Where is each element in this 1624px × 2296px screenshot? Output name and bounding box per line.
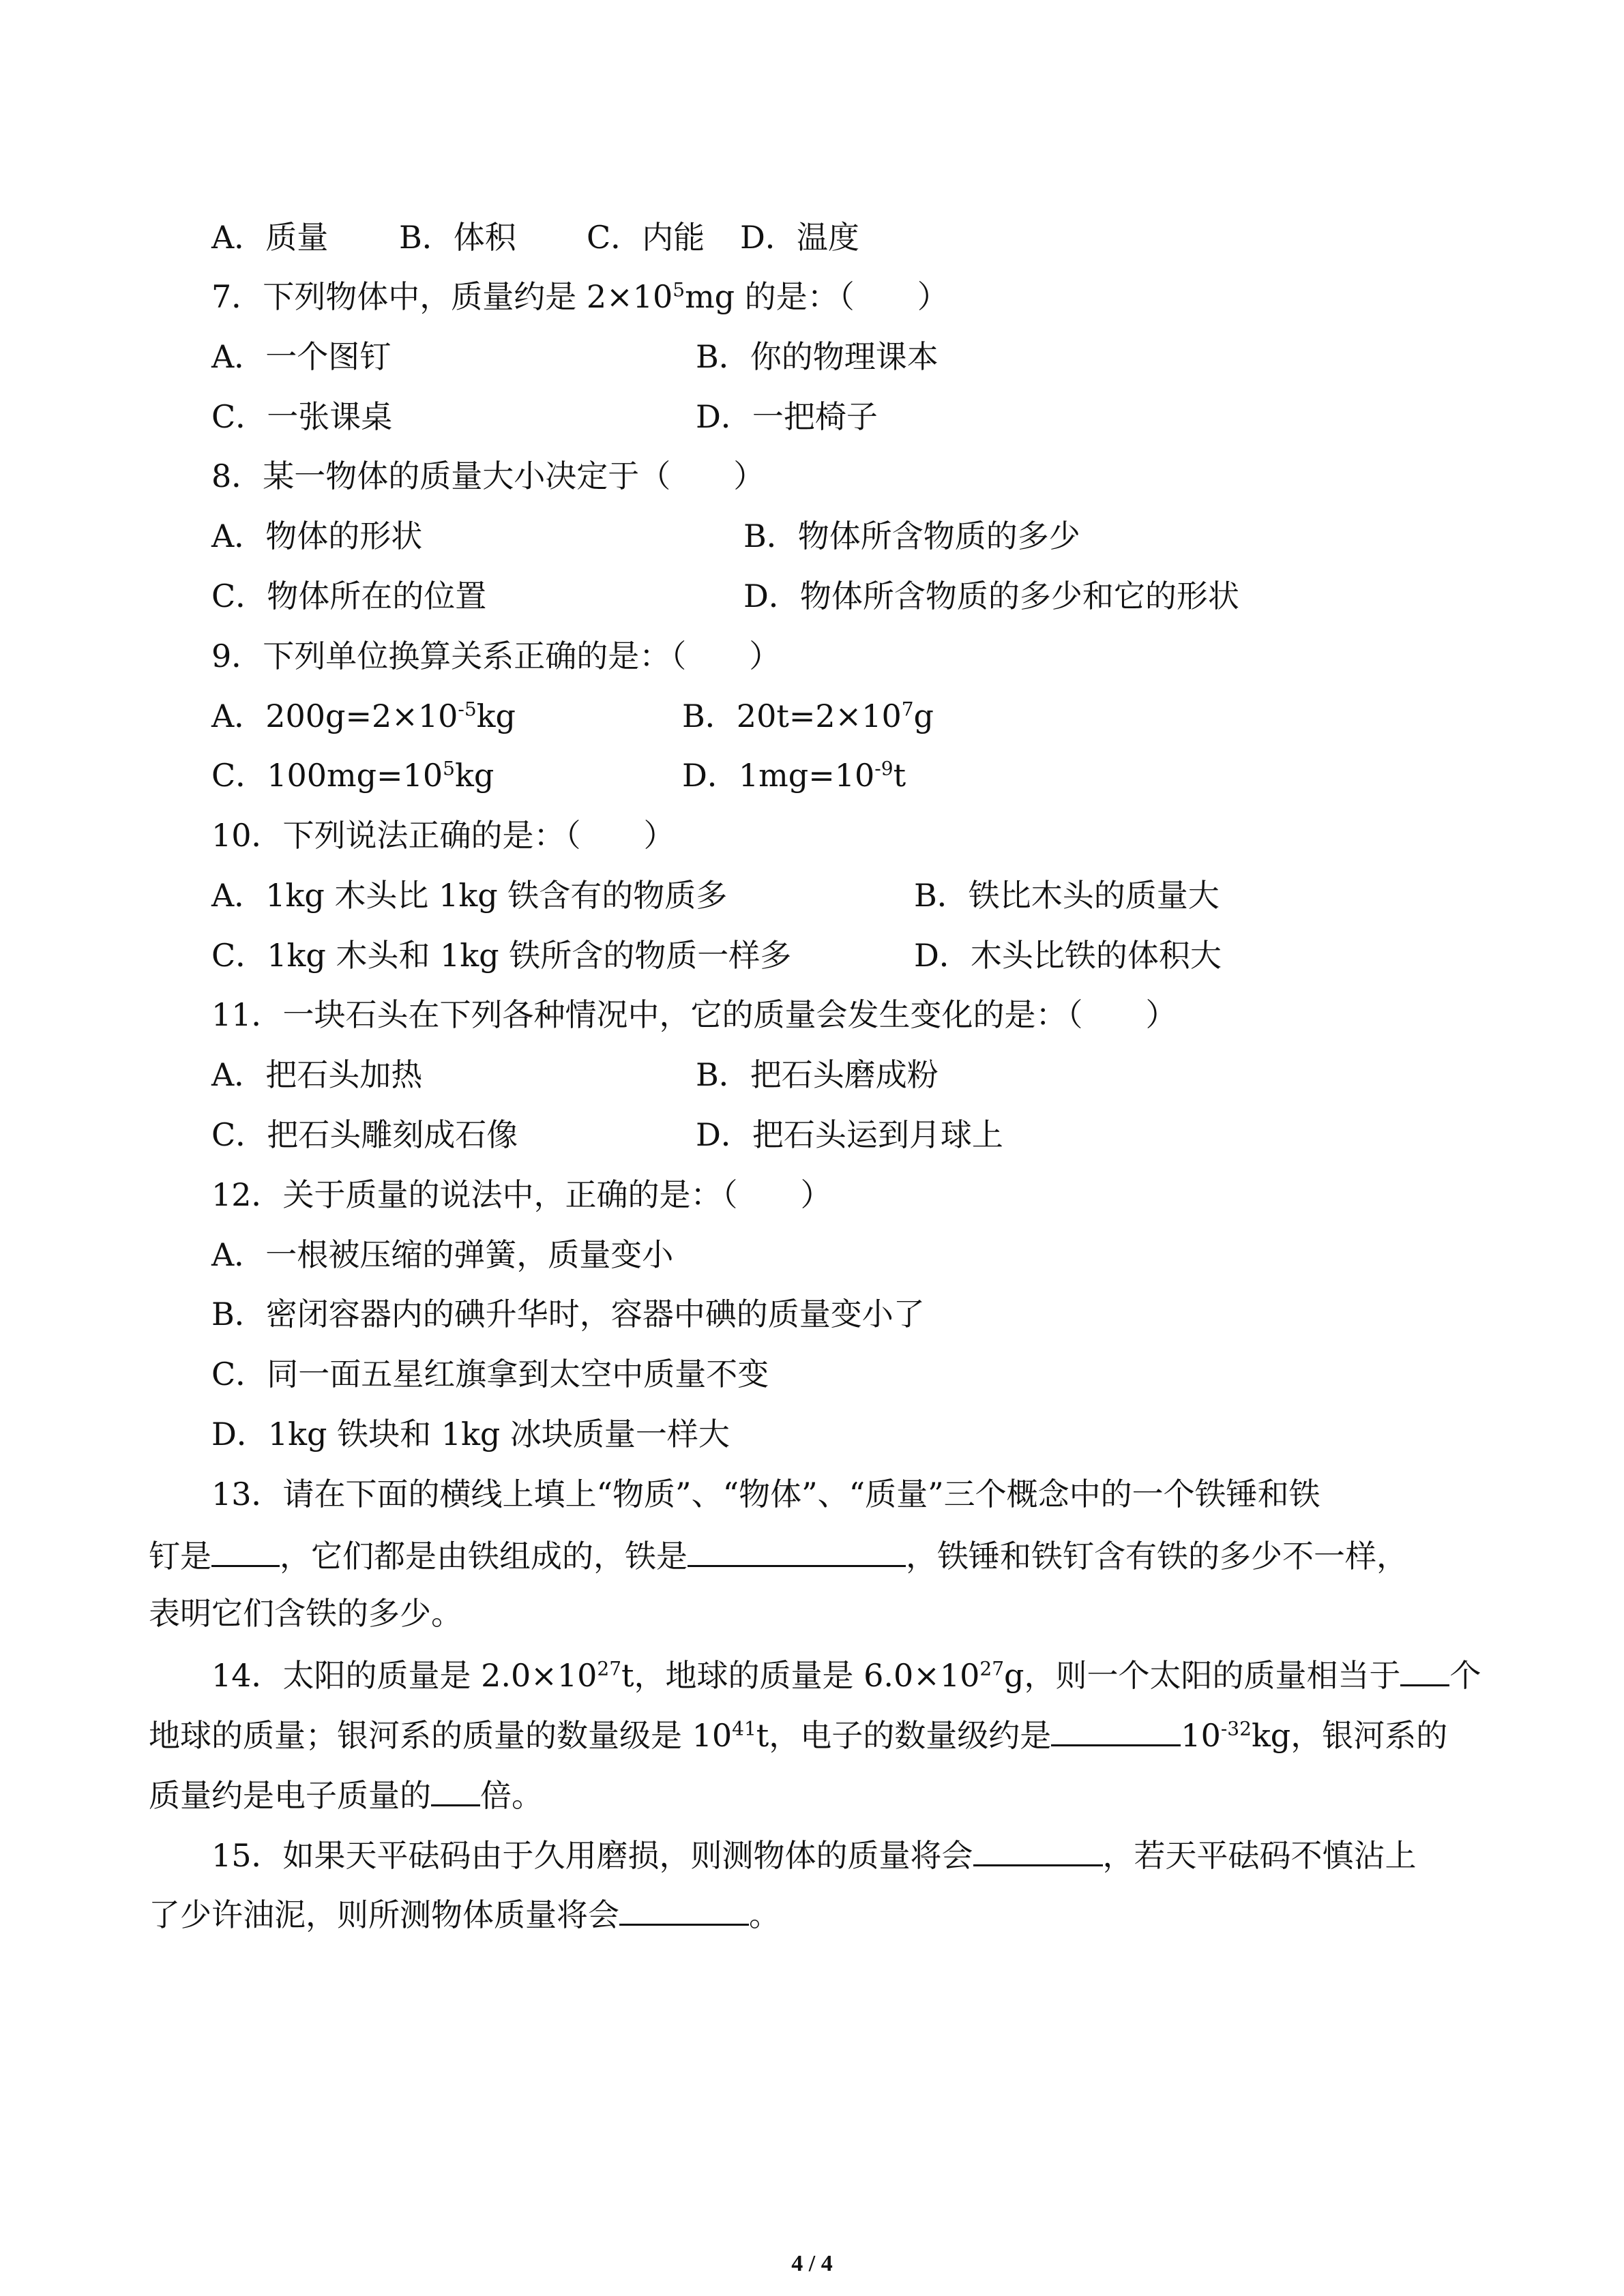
q15-blank-1[interactable]: [973, 1833, 1103, 1866]
q9-option-a: A．$200g=2\times 10^{-5}kg$: [211, 698, 516, 734]
q9-stem: 9．下列单位换算关系正确的是：（ ）: [211, 638, 781, 674]
q14-blank-2[interactable]: [1051, 1713, 1181, 1746]
q8-option-d: D．物体所含物质的多少和它的形状: [743, 578, 1239, 614]
q9-option-c: C．$100mg=10^5kg$: [211, 757, 494, 794]
q8-option-b: B．物体所含物质的多少: [743, 518, 1080, 554]
q12-option-d: D．1kg 铁块和 1kg 冰块质量一样大: [211, 1416, 730, 1452]
q12-option-b: B．密闭容器内的碘升华时，容器中碘的质量变小了: [211, 1296, 925, 1332]
q11-option-b: B．把石头磨成粉: [696, 1056, 939, 1093]
q15-line-2: 了少许油泥，则所测物体质量将会 。: [149, 1892, 780, 1935]
q15-line-1: 15．如果天平砝码由于久用磨损，则测物体的质量将会 ，若天平砝码不慎沾上: [211, 1833, 1417, 1876]
q7-stem: 7．下列物体中，质量约是 $2\times 10^5mg$ 的是：（ ）: [211, 278, 949, 315]
q11-stem: 11．一块石头在下列各种情况中，它的质量会发生变化的是：（ ）: [211, 996, 1177, 1033]
q14-line-3: 质量约是电子质量的 倍。: [149, 1773, 543, 1816]
q13-line-3: 表明它们含铁的多少。: [149, 1595, 462, 1632]
q10-option-c: C．1kg 木头和 1kg 铁所含的物质一样多: [211, 937, 792, 974]
q14-line-2: 地球的质量；银河系的质量的数量级是 $10^{41}t$，电子的数量级约是 $10^{-32}kg$，银河系的: [149, 1713, 1447, 1756]
q14-blank-3[interactable]: [431, 1773, 480, 1806]
q12-option-c: C．同一面五星红旗拿到太空中质量不变: [211, 1356, 769, 1392]
q14-blank-1[interactable]: [1400, 1653, 1449, 1686]
q8-option-a: A．物体的形状: [211, 518, 423, 554]
q6-option-b: B．体积: [399, 219, 516, 256]
q10-stem: 10．下列说法正确的是：（ ）: [211, 817, 675, 854]
q11-option-c: C．把石头雕刻成石像: [211, 1116, 518, 1153]
q13-line-2: 钉是 ，它们都是由铁组成的，铁是 ，铁锤和铁钉含有铁的多少不一样，: [149, 1534, 1408, 1577]
q7-option-d: D．一把椅子: [696, 398, 878, 435]
q7-option-a: A．一个图钉: [211, 338, 392, 375]
q6-option-d: D．温度: [740, 219, 859, 256]
q12-option-a: A．一根被压缩的弹簧，质量变小: [211, 1236, 674, 1273]
q12-stem: 12．关于质量的说法中，正确的是：（ ）: [211, 1176, 832, 1213]
page-number: 4 / 4: [791, 2251, 833, 2276]
q13-line-1: 13．请在下面的横线上填上“物质”、“物体”、“质量”三个概念中的一个铁锤和铁: [211, 1476, 1320, 1512]
q6-option-c: C．内能: [587, 219, 705, 256]
q11-option-d: D．把石头运到月球上: [696, 1116, 1003, 1153]
q6-option-a: A．质量: [211, 219, 329, 256]
q10-option-d: D．木头比铁的体积大: [914, 937, 1222, 974]
q10-option-b: B．铁比木头的质量大: [914, 877, 1220, 914]
q8-stem: 8．某一物体的质量大小决定于（ ）: [211, 458, 765, 494]
q9-option-d: D．$1mg=10^{-9}t$: [682, 757, 906, 794]
q7-option-c: C．一张课桌: [211, 398, 393, 435]
q8-option-c: C．物体所在的位置: [211, 578, 487, 614]
q13-blank-2[interactable]: [688, 1534, 906, 1567]
q9-option-b: B．$20t=2\times 10^7g$: [682, 698, 934, 734]
q15-blank-2[interactable]: [619, 1892, 749, 1926]
q11-option-a: A．把石头加热: [211, 1056, 423, 1093]
q10-option-a: A．1kg 木头比 1kg 铁含有的物质多: [211, 877, 728, 914]
q14-line-1: 14．太阳的质量是 $2.0\times 10^{27}t$，地球的质量是 $6.0\times 10^{27}g$，则一个太阳的质量相当于 个: [211, 1653, 1481, 1696]
q7-option-b: B．你的物理课本: [696, 338, 939, 375]
q13-blank-1[interactable]: [211, 1534, 280, 1567]
